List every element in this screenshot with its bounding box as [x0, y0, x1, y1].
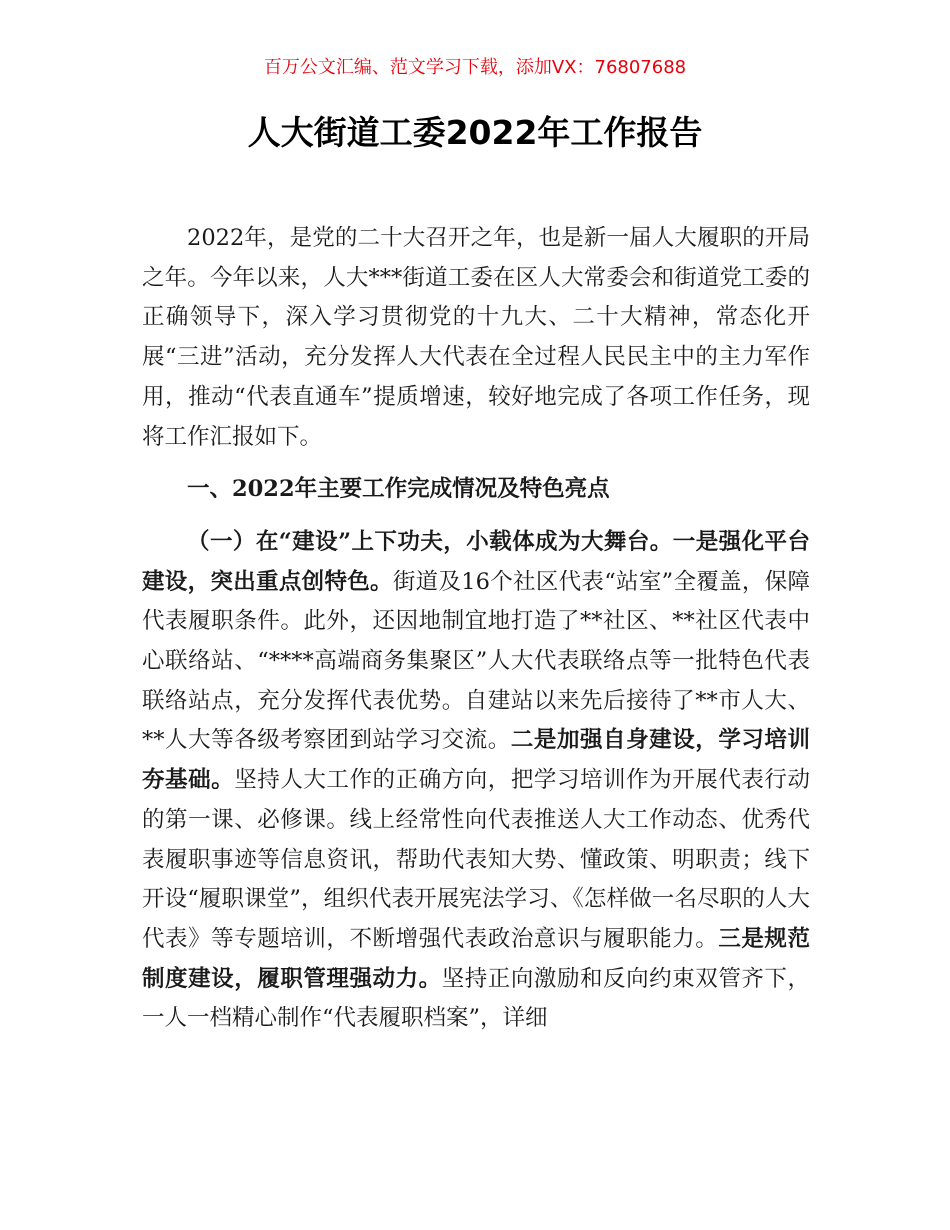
bold-lead-c: 三是规范制度建设，履职管理强动力。 — [142, 925, 810, 992]
document-body — [142, 219, 810, 1039]
bold-lead-b: 二是加强自身建设，学习培训夯基础。 — [142, 727, 810, 794]
bold-lead-a: （一）在“建设”上下功夫，小载体成为大舞台。一是强化平台建设，突出重点创特色。 — [142, 528, 810, 595]
section-heading: 一、2022年主要工作完成情况及特色亮点 — [187, 476, 610, 503]
intro-paragraph: 2022年，是党的二十大召开之年，也是新一届人大履职的开局之年。今年以来，人大***街道工委在区人大常委会和街道党工委的正确领导下，深入学习贯彻党的十九大、二十大精神，常态化开展“三进”活动，充分发挥人大代表在全过程人民民主中的主力军作用，推动“代表直通车”提质增速，较好地完成了各项工作任务，现将工作汇报如下。 — [142, 225, 810, 450]
paragraph-text-c: 坚持正向激励和反向约束双管齐下，一人一档精心制作“代表履职档案”，详细 — [142, 965, 810, 1032]
section-paragraph — [142, 523, 810, 1039]
watermark-banner: 百万公文汇编、范文学习下载，添加VX：76807688 — [263, 57, 687, 78]
document-title: 人大街道工委2022年工作报告 — [247, 113, 703, 152]
paragraph-text-b: 坚持人大工作的正确方向，把学习培训作为开展代表行动的第一课、必修课。线上经常性向代表推送人大工作动态、优秀代表履职事迹等信息资讯，帮助代表知大势、懂政策、明职责；线下开设“履职课堂”，组织代表开展宪法学习、《怎样做一名尽职的人大代表》等专题培训，不断增强代表政治意识与履职能力。 — [142, 767, 810, 952]
paragraph-text-a: 街道及16个社区代表“站室”全覆盖，保障代表履职条件。此外，还因地制宜地打造了**社区、**社区代表中心联络站、“****高端商务集聚区”人大代表联络点等一批特色代表联络站点，充分发挥代表优势。自建站以来先后接待了**市人大、**人大等各级考察团到站学习交流。 — [142, 568, 810, 754]
